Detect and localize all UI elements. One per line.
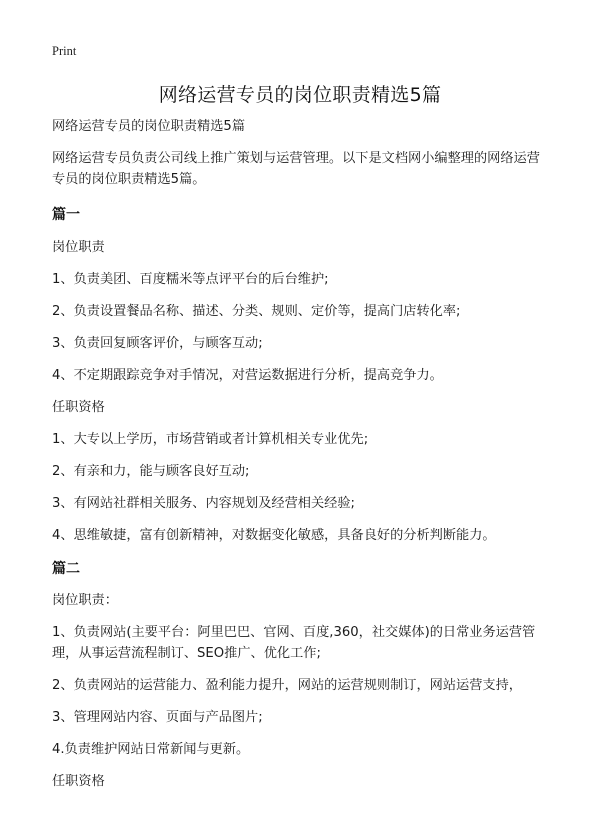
duty-item: 3、负责回复顾客评价，与顾客互动; bbox=[52, 336, 263, 351]
duty-item: 1、负责网站(主要平台：阿里巴巴、官网、百度,360，社交媒体)的日常业务运营管理，从事运营流程制订、SEO推广、优化工作; bbox=[52, 625, 536, 661]
document-subtitle: 网络运营专员的岗位职责精选5篇 bbox=[52, 119, 246, 134]
requirement-item: 2、有亲和力，能与顾客良好互动; bbox=[52, 464, 250, 479]
duty-item: 4.负责维护网站日常新闻与更新。 bbox=[52, 742, 250, 757]
duty-item: 2、负责设置餐品名称、描述、分类、规则、定价等，提高门店转化率; bbox=[52, 304, 461, 319]
print-link[interactable]: Print bbox=[52, 44, 77, 58]
duty-item: 1、负责美团、百度糯米等点评平台的后台维护; bbox=[52, 272, 329, 287]
document-title: 网络运营专员的岗位职责精选5篇 bbox=[158, 84, 442, 106]
duties-label-2: 岗位职责： bbox=[52, 593, 118, 608]
section-heading-1: 篇一 bbox=[52, 207, 80, 223]
duty-item: 2、负责网站的运营能力、盈利能力提升，网站的运营规则制订，网站运营支持， bbox=[52, 678, 522, 693]
requirement-item: 4、思维敏捷，富有创新精神，对数据变化敏感，具备良好的分析判断能力。 bbox=[52, 528, 496, 543]
duties-label-1: 岗位职责 bbox=[52, 240, 105, 255]
requirement-item: 3、有网站社群相关服务、内容规划及经营相关经验; bbox=[52, 496, 355, 511]
document-intro: 网络运营专员负责公司线上推广策划与运营管理。以下是文档网小编整理的网络运营专员的岗位职责精选5篇。 bbox=[52, 151, 540, 187]
document-body bbox=[52, 116, 552, 792]
duty-item: 4、不定期跟踪竞争对手情况，对营运数据进行分析，提高竞争力。 bbox=[52, 368, 443, 383]
duty-item: 3、管理网站内容、页面与产品图片; bbox=[52, 710, 263, 725]
requirements-label-1: 任职资格 bbox=[52, 400, 105, 415]
requirements-label-2: 任职资格 bbox=[52, 774, 105, 789]
requirement-item: 1、大专以上学历，市场营销或者计算机相关专业优先; bbox=[52, 432, 369, 447]
section-heading-2: 篇二 bbox=[52, 561, 80, 577]
